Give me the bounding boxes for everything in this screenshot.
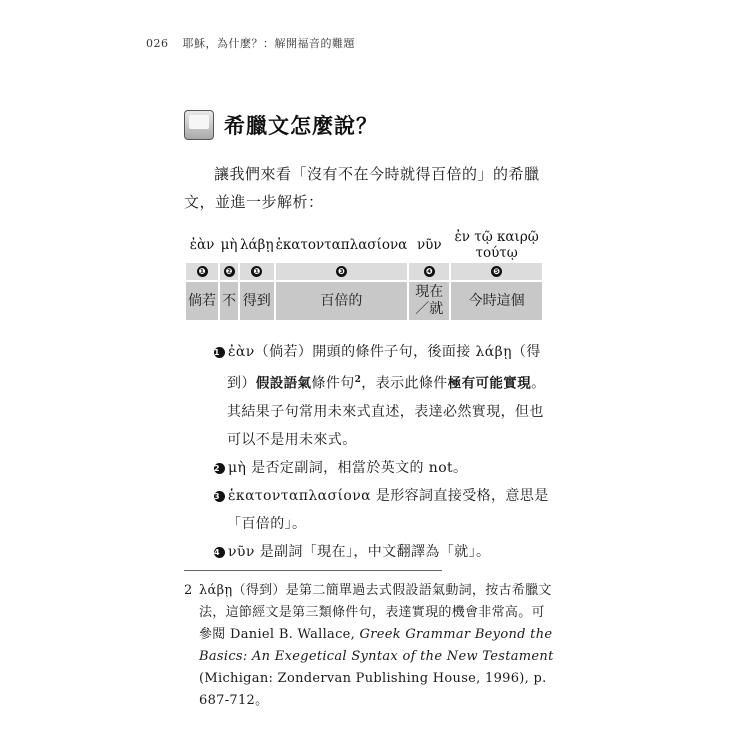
bold-term: 極有可能實現 [447,375,532,392]
footnote-number: 2 [184,583,193,598]
rounded-square-icon [184,110,214,140]
section-heading [184,110,378,140]
greek-word: ἑκατονταπλασίονα [275,237,408,253]
cited-book-title: Greek Grammar Beyond the Basics: An Exegetical Syntax of the New Testament [199,627,554,664]
greek-word: ἐὰν [189,237,215,253]
translation-cell: 不 [220,282,238,320]
note-item: 1 ἐὰν（倘若）開頭的條件子句，後面接 λάβῃ（得到）假設語氣條件句$^2$，表示此條件極有可能實現。其結果子句常用未來式直述，表達必然實現，但也可以不是用未來式。 [214,344,546,448]
footnote-divider [184,570,442,571]
circled-number: ❺ [491,266,502,277]
book-title: 耶穌，為什麼？：解開福音的難題 [182,37,355,50]
greek-word: νῦν [416,237,442,253]
footnote-body: λάβῃ（得到）是第二簡單過去式假設語氣動詞，按古希臘文法，這節經文是第三類條件句，表達實現的機會非常高。可參閱 Daniel B. Wallace, Greek Grammar Beyond the Basics: An Exegetical Syntax of the New Testament (Michigan: Zondervan Publishing House, 1996), p. 687-712。 [199,583,554,708]
circled-number: ❹ [424,266,435,277]
bold-term: 假設語氣 [255,375,312,392]
circled-number: 1 [214,347,225,358]
circled-number: ❶ [197,266,208,277]
notes-list [214,338,554,566]
circled-number: ❸ [336,266,347,277]
running-head [146,35,355,51]
circled-number: 2 [214,463,225,474]
note-item: 2 μὴ 是否定副詞，相當於英文的 not。 [214,459,468,476]
translation-cell: 得到 [240,282,274,320]
greek-word: μὴ [220,237,238,253]
greek-parse-table [184,227,544,322]
note-item: 3 ἑκατονταπλασίονα 是形容詞直接受格，意思是「百倍的」。 [214,487,549,532]
greek-row [186,229,542,261]
circled-number: 3 [214,491,225,502]
translation-cell: 百倍的 [276,282,408,320]
greek-word: ἐν τῷ καιρῷ τούτῳ [454,229,539,261]
page-number: 026 [146,37,169,50]
section-title: 希臘文怎麼說？ [224,114,378,138]
circled-number: ❷ [224,266,235,277]
footnote-ref[interactable]: 2 [354,375,362,385]
translation-row [186,282,542,320]
footnote [184,580,554,712]
circled-number: 4 [214,547,225,558]
note-item: 4 νῦν 是副詞「現在」，中文翻譯為「就」。 [214,543,491,560]
greek-word: λάβῃ [240,237,274,253]
translation-cell: 今時這個 [451,282,542,320]
circled-number: ❶ [251,266,262,277]
number-row [186,263,542,280]
translation-cell: 現在／就 [409,282,449,320]
intro-paragraph: 讓我們來看「沒有不在今時就得百倍的」的希臘文，並進一步解析： [184,165,540,211]
translation-cell: 倘若 [186,282,218,320]
